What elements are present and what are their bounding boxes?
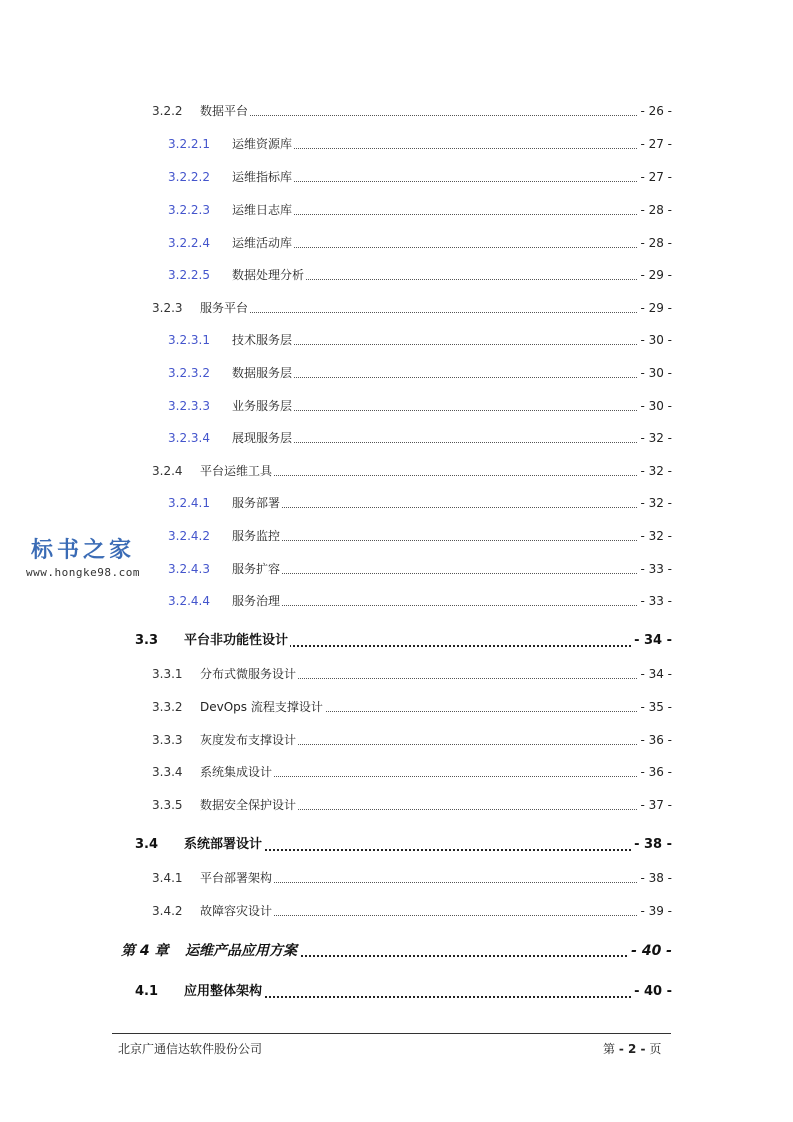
toc-entry-number: 3.4 <box>135 837 159 852</box>
toc-entry[interactable] <box>0 696 793 718</box>
toc-entry[interactable] <box>0 264 793 286</box>
toc-entry-number: 3.2.2.1 <box>168 137 210 151</box>
toc-entry-title: 服务平台 <box>200 297 250 319</box>
toc-dot-leader <box>232 166 663 188</box>
toc-entry-page: - 34 - <box>637 663 672 685</box>
toc-entry-title: 系统集成设计 <box>200 761 274 783</box>
footer-page-prefix: 第 <box>603 1042 619 1056</box>
toc-dot-leader <box>232 590 663 612</box>
toc-entry[interactable] <box>0 297 793 319</box>
toc-entry[interactable] <box>0 663 793 685</box>
toc-entry[interactable] <box>0 199 793 221</box>
toc-entry-number: 3.2.4.2 <box>168 529 210 543</box>
toc-entry-number: 3.2.4 <box>152 464 183 478</box>
footer-divider <box>112 1033 671 1034</box>
toc-entry[interactable] <box>0 729 793 751</box>
toc-entry[interactable] <box>0 981 793 1003</box>
toc-entry[interactable] <box>0 460 793 482</box>
toc-entry-number: 3.3.4 <box>152 765 183 779</box>
toc-entry-number: 3.2.3.1 <box>168 333 210 347</box>
toc-entry[interactable] <box>0 630 793 652</box>
toc-entry-title: 运维日志库 <box>232 199 294 221</box>
toc-entry-title: 数据安全保护设计 <box>200 794 298 816</box>
toc-entry[interactable] <box>0 940 793 962</box>
toc-entry-number: 3.2.2.3 <box>168 203 210 217</box>
toc-entry-number: 3.2.2.4 <box>168 236 210 250</box>
toc-entry[interactable] <box>0 761 793 783</box>
toc-entry[interactable] <box>0 427 793 449</box>
toc-dot-leader <box>232 232 663 254</box>
toc-entry-page: - 36 - <box>637 761 672 783</box>
toc-entry-title: 服务治理 <box>232 590 282 612</box>
footer-page-number <box>603 1040 661 1057</box>
toc-entry-title: 分布式微服务设计 <box>200 663 298 685</box>
toc-entry-page: - 30 - <box>637 329 672 351</box>
toc-entry-number: 3.2.3.4 <box>168 431 210 445</box>
toc-entry-page: - 36 - <box>637 729 672 751</box>
toc-dot-leader <box>232 395 663 417</box>
toc-entry-number: 3.2.4.1 <box>168 496 210 510</box>
toc-entry-page: - 40 - <box>631 981 672 1003</box>
toc-dot-leader <box>232 329 663 351</box>
toc-entry[interactable] <box>0 329 793 351</box>
toc-entry-page: - 27 - <box>637 166 672 188</box>
toc-entry-number: 3.3.3 <box>152 733 183 747</box>
toc-entry-page: - 38 - <box>637 867 672 889</box>
toc-entry-number: 3.4.1 <box>152 871 183 885</box>
toc-entry-page: - 35 - <box>637 696 672 718</box>
toc-entry-number: 3.2.3.2 <box>168 366 210 380</box>
toc-entry-title: 故障容灾设计 <box>200 900 274 922</box>
toc-entry[interactable] <box>0 834 793 856</box>
toc-dot-leader <box>232 525 663 547</box>
footer-page-suffix: 页 <box>645 1042 662 1056</box>
toc-entry-number: 3.3.5 <box>152 798 183 812</box>
toc-entry-page: - 33 - <box>637 558 672 580</box>
toc-entry[interactable] <box>0 590 793 612</box>
toc-entry-page: - 29 - <box>637 297 672 319</box>
toc-entry-page: - 32 - <box>637 492 672 514</box>
toc-entry-number: 3.2.3.3 <box>168 399 210 413</box>
toc-entry-title: 数据处理分析 <box>232 264 306 286</box>
toc-entry-number: 3.2.3 <box>152 301 183 315</box>
toc-entry-number: 第 4 章 <box>121 943 169 959</box>
toc-entry-page: - 37 - <box>637 794 672 816</box>
toc-entry-page: - 33 - <box>637 590 672 612</box>
watermark-url: www.hongke98.com <box>26 566 140 579</box>
toc-entry-page: - 28 - <box>637 232 672 254</box>
toc-entry-page: - 38 - <box>631 834 672 856</box>
toc-entry-page: - 34 - <box>631 630 672 652</box>
toc-entry[interactable] <box>0 100 793 122</box>
toc-entry-title: 运维指标库 <box>232 166 294 188</box>
toc-dot-leader <box>200 100 663 122</box>
toc-entry-page: - 28 - <box>637 199 672 221</box>
toc-entry-page: - 26 - <box>637 100 672 122</box>
toc-dot-leader <box>232 133 663 155</box>
footer-company: 北京广通信达软件股份公司 <box>118 1042 263 1056</box>
toc-entry-page: - 32 - <box>637 460 672 482</box>
toc-entry-page: - 39 - <box>637 900 672 922</box>
toc-entry-title: 应用整体架构 <box>184 981 264 1003</box>
toc-entry-title: 运维产品应用方案 <box>185 940 299 962</box>
toc-entry-number: 3.3.2 <box>152 700 183 714</box>
toc-entry-number: 4.1 <box>135 984 159 999</box>
toc-entry-title: 平台部署架构 <box>200 867 274 889</box>
toc-entry[interactable] <box>0 867 793 889</box>
toc-entry-page: - 30 - <box>637 362 672 384</box>
toc-entry[interactable] <box>0 900 793 922</box>
toc-entry-title: 运维资源库 <box>232 133 294 155</box>
toc-entry-title: 服务部署 <box>232 492 282 514</box>
toc-entry[interactable] <box>0 232 793 254</box>
toc-entry-title: 平台非功能性设计 <box>184 630 290 652</box>
toc-entry[interactable] <box>0 362 793 384</box>
toc-entry[interactable] <box>0 133 793 155</box>
toc-entry-title: 展现服务层 <box>232 427 294 449</box>
footer-page-value: - 2 - <box>618 1042 646 1056</box>
toc-entry-number: 3.2.4.4 <box>168 594 210 608</box>
toc-entry-title: 服务监控 <box>232 525 282 547</box>
toc-entry-number: 3.4.2 <box>152 904 183 918</box>
toc-entry-number: 3.3.1 <box>152 667 183 681</box>
toc-entry-title: 技术服务层 <box>232 329 294 351</box>
toc-entry[interactable] <box>0 794 793 816</box>
toc-entry-page: - 32 - <box>637 525 672 547</box>
toc-entry-title: 运维活动库 <box>232 232 294 254</box>
toc-entry-page: - 29 - <box>637 264 672 286</box>
toc-entry-title: 系统部署设计 <box>184 834 264 856</box>
toc-entry-page: - 30 - <box>637 395 672 417</box>
toc-dot-leader <box>232 199 663 221</box>
toc-entry-title: 平台运维工具 <box>200 460 274 482</box>
toc-entry-title: DevOps 流程支撑设计 <box>200 696 325 718</box>
toc-entry-title: 数据服务层 <box>232 362 294 384</box>
toc-entry-title: 业务服务层 <box>232 395 294 417</box>
toc-entry[interactable] <box>0 395 793 417</box>
toc-entry-title: 灰度发布支撑设计 <box>200 729 298 751</box>
watermark <box>8 536 158 579</box>
toc-entry-page: - 27 - <box>637 133 672 155</box>
toc-dot-leader <box>200 297 663 319</box>
toc-entry-title: 数据平台 <box>200 100 250 122</box>
toc-entry-page: - 40 - <box>628 940 672 962</box>
toc-entry-number: 3.3 <box>135 633 159 648</box>
watermark-logo: 标书之家 <box>30 538 135 563</box>
toc-entry[interactable] <box>0 492 793 514</box>
toc-dot-leader <box>232 558 663 580</box>
toc-entry-number: 3.2.4.3 <box>168 562 210 576</box>
toc-entry[interactable] <box>0 166 793 188</box>
toc-dot-leader <box>232 492 663 514</box>
toc-entry-number: 3.2.2.5 <box>168 268 210 282</box>
toc-entry-title: 服务扩容 <box>232 558 282 580</box>
toc-dot-leader <box>232 362 663 384</box>
toc-dot-leader <box>232 427 663 449</box>
toc-entry-number: 3.2.2.2 <box>168 170 210 184</box>
toc-entry-number: 3.2.2 <box>152 104 183 118</box>
toc-entry-page: - 32 - <box>637 427 672 449</box>
